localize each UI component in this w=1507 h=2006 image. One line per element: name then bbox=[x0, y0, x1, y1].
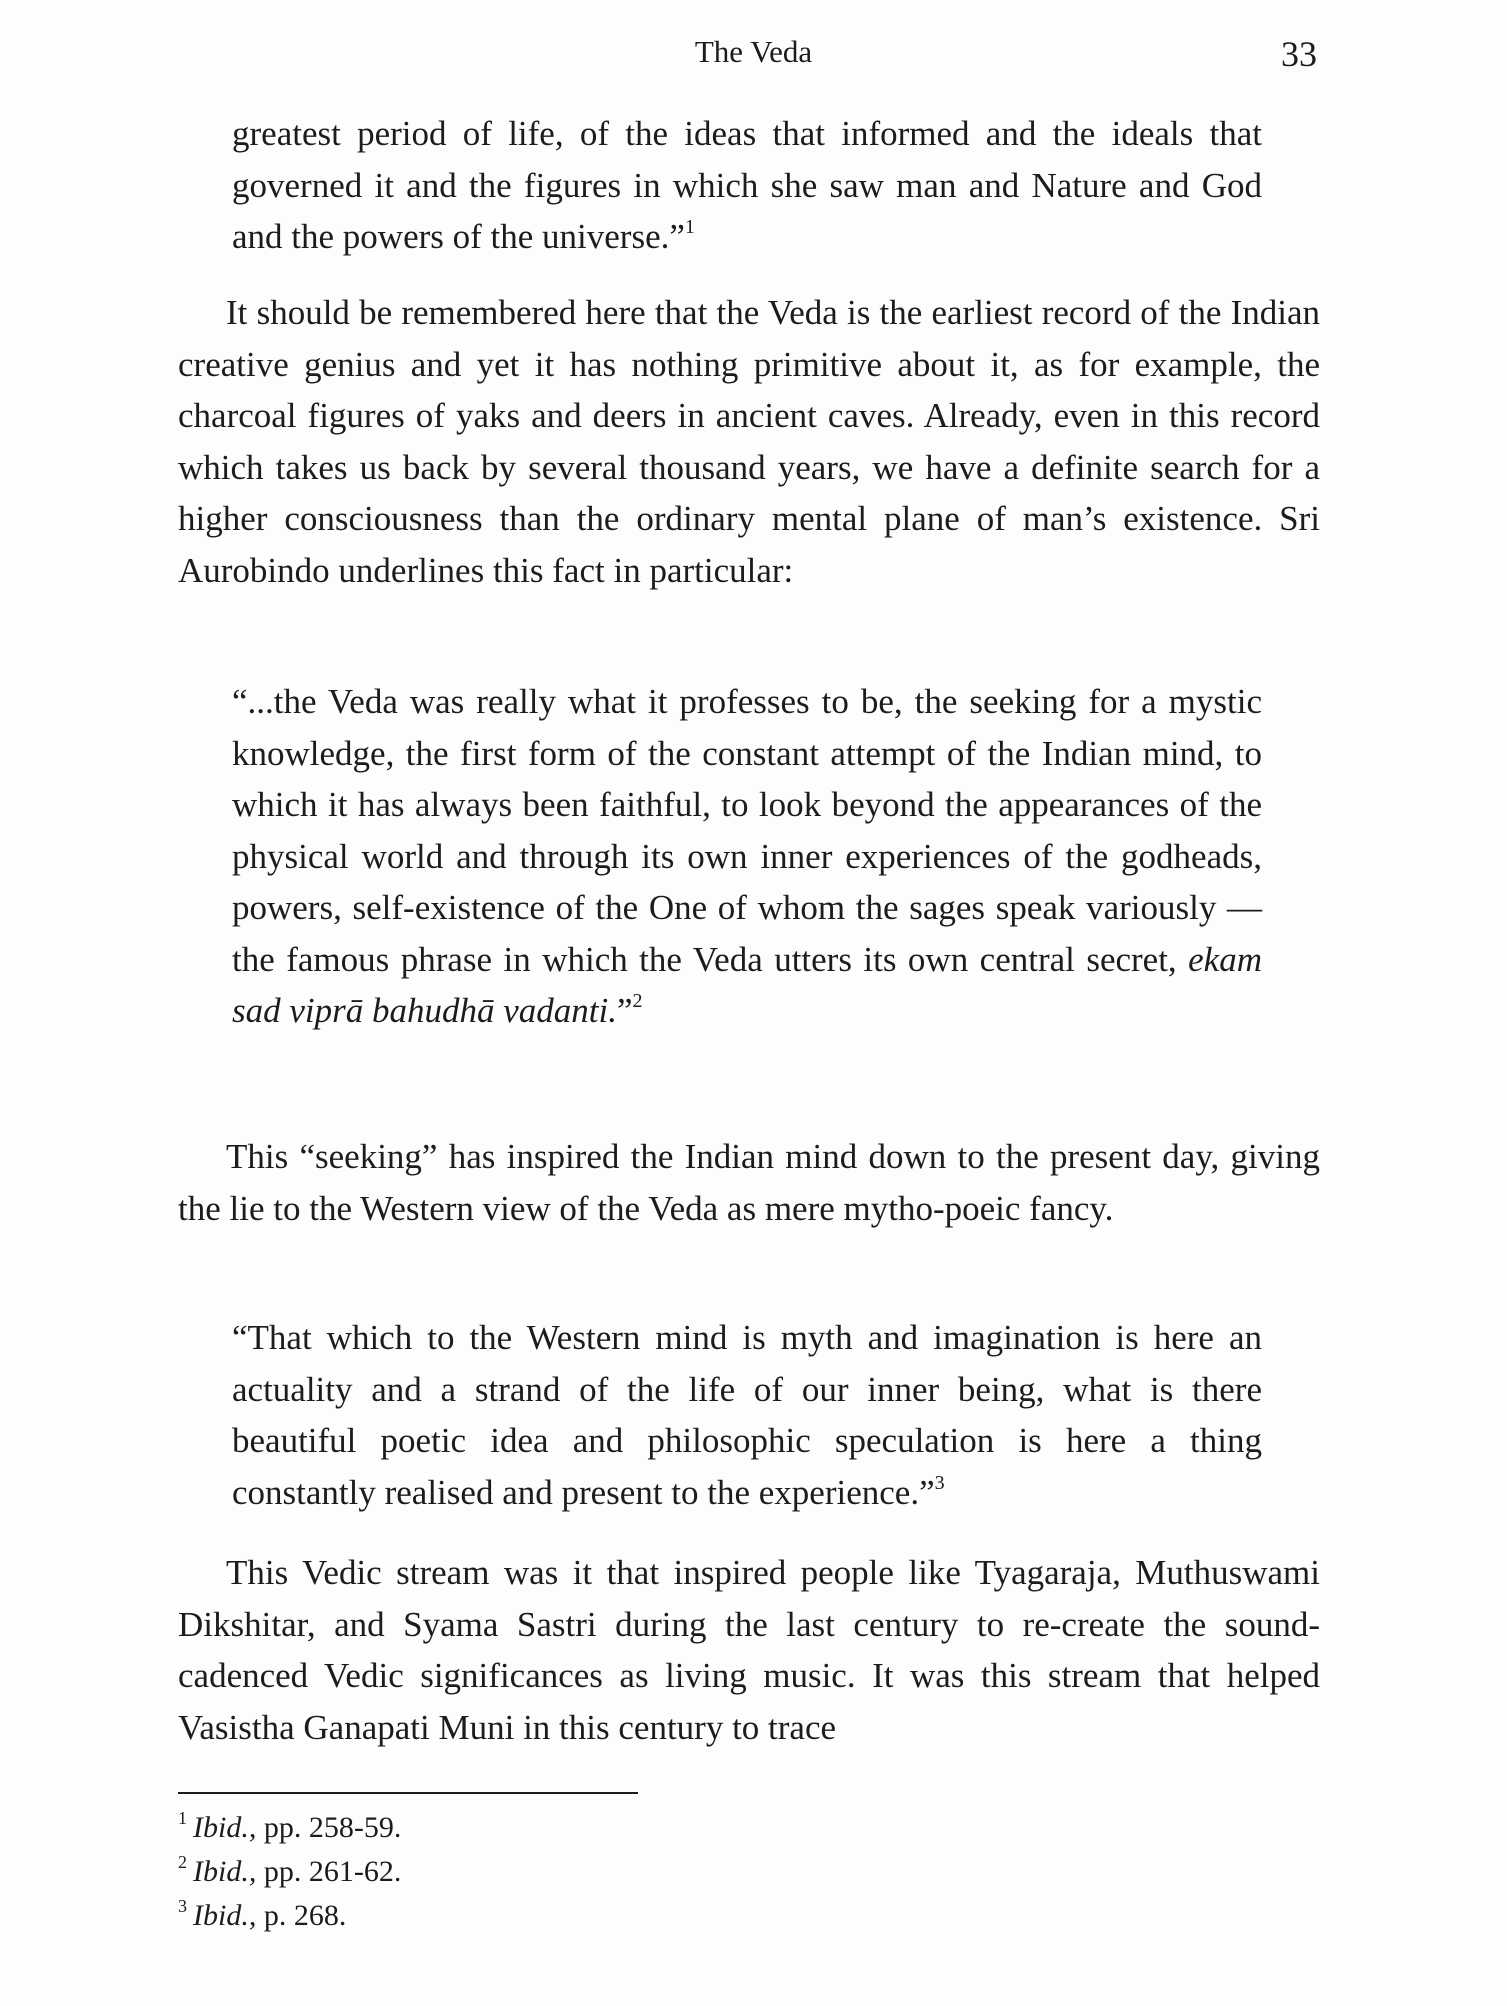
page-number: 33 bbox=[1281, 34, 1317, 74]
footnote-ref-3: 3 bbox=[934, 1471, 945, 1494]
footnote-mark: 2 bbox=[178, 1852, 187, 1872]
block-quote-2 bbox=[232, 1312, 1262, 1518]
footnote-pages: pp. 261-62. bbox=[256, 1855, 402, 1888]
body-paragraph-3: This Vedic stream was it that inspired people like Tyagaraja, Muthuswami Dikshitar, and Syama Sastri during the last century to re-create the sound-cadenced Vedic significances as living music. It was this stream that helped Vasistha Ganapati Muni in this century to trace bbox=[178, 1553, 1320, 1747]
footnote-pages: p. 268. bbox=[256, 1899, 347, 1932]
footnote-source: Ibid., bbox=[193, 1899, 257, 1932]
block-quote-2-text: “That which to the Western mind is myth and imagination is here an actuality and a strand of the life of our inner being, what is there beautiful poetic idea and philosophic speculation is here a thing constantly realised and present to the experience.” bbox=[232, 1318, 1262, 1512]
footnote-source: Ibid., bbox=[193, 1811, 257, 1844]
footnote-source: Ibid., bbox=[193, 1855, 257, 1888]
footnote-2 bbox=[178, 1850, 978, 1894]
body-paragraph-1: It should be remembered here that the Veda is the earliest record of the Indian creative genius and yet it has nothing primitive about it, as for example, the charcoal figures of yaks and deers in ancient caves. Already, even in this record which takes us back by several thousand years, we have a definite search for a higher consciousness than the ordinary mental plane of man’s existence. Sri Aurobindo underlines this fact in particular: bbox=[178, 293, 1320, 590]
footnote-3 bbox=[178, 1894, 978, 1938]
block-quote-1-close: ” bbox=[616, 991, 633, 1030]
footnote-mark: 3 bbox=[178, 1896, 187, 1916]
block-quote-1 bbox=[232, 676, 1262, 1037]
quote-continuation-text: greatest period of life, of the ideas that informed and the ideals that governed it and the figures in which she saw man and Nature and God and the powers of the universe.” bbox=[232, 114, 1262, 256]
footnote-ref-1: 1 bbox=[684, 216, 695, 239]
block-quote-1-text: “...the Veda was really what it professes to be, the seeking for a mystic knowledge, the first form of the constant attempt of the Indian mind, to which it has always been faithful, to look beyond the appearances of the physical world and through its own inner experiences of the godheads, powers, self-existence of the One of whom the sages speak variously — the famous phrase in which the Veda utters its own central secret, bbox=[232, 682, 1262, 979]
footnote-mark: 1 bbox=[178, 1808, 187, 1828]
sanskrit-phrase: ekam sad viprā bahudhā vadanti. bbox=[232, 939, 1262, 1030]
footnotes bbox=[178, 1806, 978, 1938]
footnote-pages: pp. 258-59. bbox=[256, 1811, 402, 1844]
footnote-divider bbox=[178, 1792, 638, 1794]
running-title: The Veda bbox=[694, 34, 813, 69]
footnote-1 bbox=[178, 1806, 978, 1850]
quote-continuation bbox=[232, 108, 1262, 263]
body-paragraph-2: This “seeking” has inspired the Indian mind down to the present day, giving the lie to the Western view of the Veda as mere mytho-poeic fancy. bbox=[178, 1137, 1320, 1228]
footnote-ref-2: 2 bbox=[632, 990, 643, 1013]
